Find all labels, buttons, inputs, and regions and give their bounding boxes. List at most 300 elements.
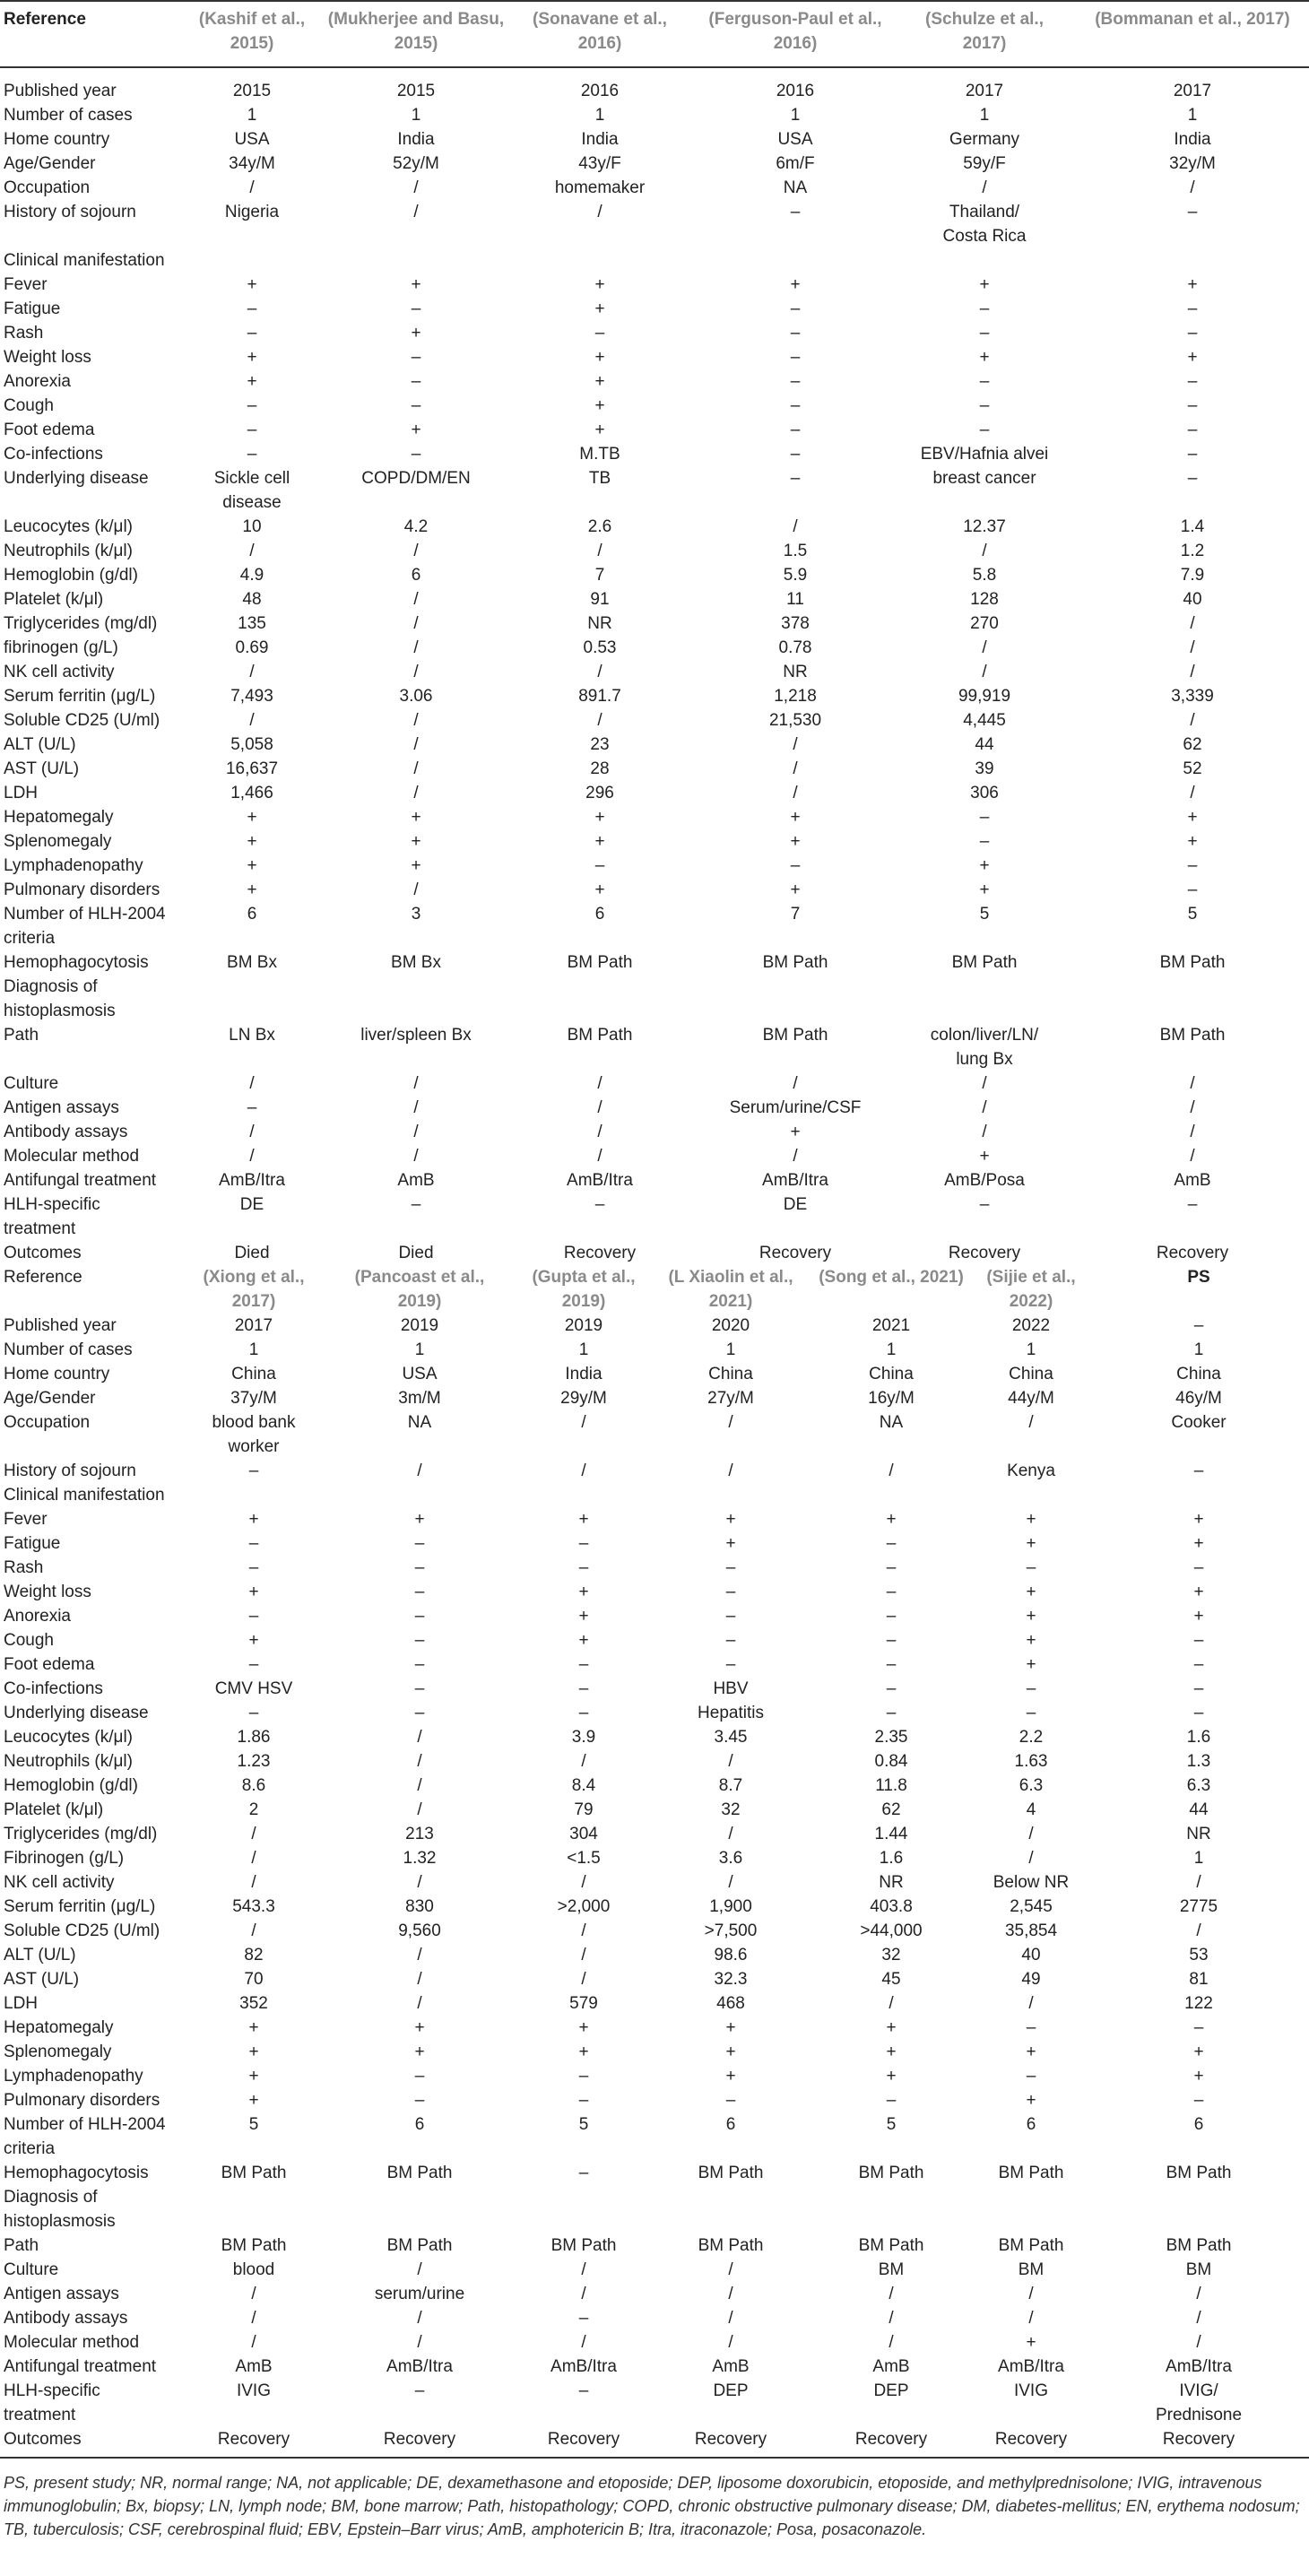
row-label: History of sojourn <box>4 1461 136 1480</box>
row-label: Splenomegaly <box>4 832 112 851</box>
table-cell: 6.3 <box>1019 1776 1044 1795</box>
table-cell: / <box>1196 2285 1201 2303</box>
table-row <box>0 829 1309 854</box>
table-cell: – <box>1193 1461 1204 1480</box>
table-cell: 5,058 <box>230 735 273 754</box>
table-cell: / <box>982 1098 987 1117</box>
table-cell: Sickle cell disease <box>213 469 290 512</box>
table-cell: / <box>1028 1413 1034 1432</box>
table-row <box>0 1144 1309 1168</box>
table-cell: homemaker <box>554 178 646 197</box>
table-cell: / <box>417 2333 422 2352</box>
table-cell: 3 <box>411 905 421 924</box>
table-cell: / <box>249 711 255 730</box>
table-cell: – <box>411 348 421 367</box>
table-cell: 5 <box>979 905 990 924</box>
table-row <box>0 1071 1309 1096</box>
study-reference-cell: (L Xiaolin et al., 2021) <box>668 1268 793 1311</box>
table-cell: / <box>581 1970 586 1989</box>
table-row <box>0 2161 1309 2185</box>
row-label: Soluble CD25 (U/ml) <box>4 1921 160 1940</box>
row-label: Path <box>4 1026 39 1045</box>
table-cell: – <box>979 396 990 415</box>
table-cell: – <box>1193 1655 1204 1674</box>
row-label: Molecular method <box>4 1147 140 1166</box>
table-cell: – <box>1187 421 1198 439</box>
table-cell: – <box>886 1704 897 1722</box>
table-cell: BM Path <box>1159 1026 1226 1045</box>
table-cell: + <box>979 1147 990 1166</box>
table-cell: / <box>728 1825 733 1843</box>
table-cell: 128 <box>970 590 999 609</box>
table-cell: China <box>869 1365 914 1383</box>
table-cell: 8.7 <box>718 1776 743 1795</box>
table-cell: BM Path <box>951 953 1018 972</box>
table-cell: USA <box>777 130 813 149</box>
table-row <box>0 2112 1309 2161</box>
table-cell: / <box>982 638 987 657</box>
table-row <box>0 1314 1309 1338</box>
table-cell: + <box>578 2018 589 2037</box>
study-reference-cell: (Kashif et al., 2015) <box>198 10 306 53</box>
table-cell: 32 <box>721 1800 741 1819</box>
table-cell: + <box>247 856 257 875</box>
table-cell: LN Bx <box>229 1026 275 1045</box>
table-cell: 2.35 <box>874 1728 908 1747</box>
table-cell: – <box>594 1195 605 1214</box>
table-row <box>0 2355 1309 2379</box>
table-cell: + <box>578 2043 589 2061</box>
row-label: Neutrophils (k/μl) <box>4 542 133 560</box>
row-label: Weight loss <box>4 348 91 367</box>
table-cell: / <box>1190 178 1195 197</box>
table-row <box>0 1798 1309 1822</box>
table-cell: NA <box>407 1413 432 1432</box>
table-cell: Recovery <box>1156 1244 1229 1262</box>
table-cell: 6.3 <box>1186 1776 1211 1795</box>
table-cell: + <box>790 275 801 294</box>
table-row <box>0 2064 1309 2088</box>
table-row <box>0 2330 1309 2355</box>
table-cell: 32 <box>881 1946 901 1965</box>
table-cell: AmB <box>872 2357 910 2376</box>
table-cell: AmB <box>1174 1171 1211 1190</box>
row-label: Lymphadenopathy <box>4 856 143 875</box>
table-cell: + <box>1026 1655 1036 1674</box>
table-cell: + <box>790 808 801 827</box>
table-cell: 6 <box>1193 2115 1204 2134</box>
table-cell: / <box>597 1098 602 1117</box>
column-header-reference: Reference <box>4 10 86 29</box>
table-cell: / <box>417 1461 422 1480</box>
row-label: Antifungal treatment <box>4 1171 157 1190</box>
table-cell: / <box>581 1921 586 1940</box>
table-cell: – <box>725 1631 736 1650</box>
row-label: Foot edema <box>4 421 95 439</box>
table-cell: 213 <box>405 1825 434 1843</box>
table-cell: AmB <box>235 2357 273 2376</box>
table-cell: BM Path <box>698 2236 764 2255</box>
table-cell: 1.86 <box>237 1728 271 1747</box>
table-cell: China <box>1009 1365 1053 1383</box>
row-label: Hepatomegaly <box>4 2018 114 2037</box>
table-cell: – <box>578 1679 589 1698</box>
table-cell: COPD/DM/EN <box>361 469 471 488</box>
table-cell: + <box>578 1510 589 1529</box>
table-cell: colon/liver/LN/ lung Bx <box>930 1026 1039 1069</box>
table-cell: – <box>247 396 257 415</box>
table-row <box>0 418 1309 442</box>
table-cell: 2019 <box>564 1316 603 1335</box>
table-cell: – <box>247 1098 257 1117</box>
row-label: Antigen assays <box>4 2285 119 2303</box>
table-cell: / <box>1190 638 1195 657</box>
table-cell: 5.8 <box>972 566 997 585</box>
table-row <box>0 321 1309 345</box>
table-row <box>0 127 1309 152</box>
table-cell: + <box>248 1583 259 1601</box>
table-cell: 10 <box>242 517 262 536</box>
table-cell: / <box>251 2309 256 2328</box>
table-cell: + <box>790 1123 801 1141</box>
table-cell: / <box>793 784 798 802</box>
table-cell: – <box>886 2091 897 2110</box>
table-cell: 3m/M <box>398 1389 441 1408</box>
table-cell: + <box>594 299 605 318</box>
table-cell: – <box>886 1558 897 1577</box>
table-cell: 1 <box>1026 1340 1036 1359</box>
table-cell: BM Path <box>567 1026 633 1045</box>
table-row <box>0 733 1309 757</box>
table-cell: NR <box>783 663 808 681</box>
table-row <box>0 103 1309 127</box>
table-cell: / <box>413 203 419 221</box>
table-cell: – <box>578 1534 589 1553</box>
table-row <box>0 2088 1309 2112</box>
table-cell: Kenya <box>1007 1461 1055 1480</box>
row-label: Path <box>4 2236 39 2255</box>
table-cell: China <box>231 1365 276 1383</box>
table-cell: / <box>249 1147 255 1166</box>
table-cell: 59y/F <box>963 154 1006 173</box>
study-reference-cell: (Mukherjee and Basu, 2015) <box>327 10 505 53</box>
table-cell: 16,637 <box>225 759 279 778</box>
row-label: Underlying disease <box>4 1704 149 1722</box>
table-cell: – <box>248 1534 259 1553</box>
table-cell: 44 <box>975 735 994 754</box>
table-cell: – <box>248 1461 259 1480</box>
table-cell: – <box>725 1558 736 1577</box>
table-cell: IVIG/ Prednisone <box>1155 2381 1243 2424</box>
table-row <box>0 1168 1309 1193</box>
table-cell: 468 <box>716 1994 745 2013</box>
table-cell: – <box>1026 2067 1036 2086</box>
table-cell: + <box>411 324 421 343</box>
table-cell: – <box>886 1607 897 1626</box>
table-cell: Recovery <box>217 2430 290 2449</box>
table-cell: serum/urine <box>374 2285 465 2303</box>
table-cell: 23 <box>590 735 610 754</box>
table-cell: / <box>413 663 419 681</box>
table-cell: + <box>790 880 801 899</box>
table-cell: + <box>594 880 605 899</box>
table-cell: / <box>1190 614 1195 633</box>
table-cell: – <box>1026 2018 1036 2037</box>
table-cell: 122 <box>1184 1994 1213 2013</box>
table-cell: / <box>1190 784 1195 802</box>
table-cell: – <box>411 396 421 415</box>
table-cell: / <box>982 178 987 197</box>
table-cell: 45 <box>881 1970 901 1989</box>
table-row <box>0 176 1309 200</box>
table-cell: AmB/Itra <box>1166 2357 1232 2376</box>
table-cell: 543.3 <box>232 1897 275 1916</box>
table-cell: + <box>979 348 990 367</box>
row-label: Culture <box>4 2260 59 2279</box>
table-cell: 1.5 <box>783 542 808 560</box>
table-cell: / <box>597 203 602 221</box>
table-cell: 2016 <box>776 82 815 100</box>
table-cell: 62 <box>1183 735 1202 754</box>
table-cell: / <box>413 542 419 560</box>
table-cell: + <box>247 808 257 827</box>
table-cell: BM Bx <box>391 953 441 972</box>
table-cell: – <box>578 1704 589 1722</box>
table-row <box>0 1943 1309 1967</box>
table-cell: – <box>1187 299 1198 318</box>
table-cell: – <box>886 1655 897 1674</box>
table-cell: Below NR <box>993 1873 1070 1892</box>
row-label: ALT (U/L) <box>4 735 76 754</box>
table-cell: – <box>578 2309 589 2328</box>
table-cell: – <box>1187 372 1198 391</box>
table-row <box>0 442 1309 466</box>
table-cell: BM Path <box>762 1026 828 1045</box>
table-cell: 1 <box>247 106 257 125</box>
table-cell: AmB <box>397 1171 435 1190</box>
table-cell: 1 <box>725 1340 736 1359</box>
row-label: Hemophagocytosis <box>4 953 149 972</box>
table-cell: BM Path <box>386 2164 453 2182</box>
table-cell: – <box>886 1631 897 1650</box>
table-cell: + <box>1193 2067 1204 2086</box>
table-cell: / <box>581 1752 586 1771</box>
row-label: Rash <box>4 1558 44 1577</box>
table-cell: 1.4 <box>1180 517 1205 536</box>
table-cell: BM Path <box>762 953 828 972</box>
table-cell: + <box>725 2067 736 2086</box>
table-cell: – <box>578 1655 589 1674</box>
row-label: Age/Gender <box>4 1389 96 1408</box>
table-cell: AmB/Itra <box>762 1171 828 1190</box>
table-cell: – <box>411 372 421 391</box>
table-row <box>0 1580 1309 1604</box>
row-label: Neutrophils (k/μl) <box>4 1752 133 1771</box>
table-cell: 3.45 <box>714 1728 748 1747</box>
table-row <box>0 1967 1309 1991</box>
row-label: Home country <box>4 1365 110 1383</box>
table-cell: India <box>565 1365 602 1383</box>
table-cell: / <box>413 178 419 197</box>
table-cell: 81 <box>1189 1970 1209 1989</box>
table-row <box>0 1338 1309 1362</box>
table-cell: 306 <box>970 784 999 802</box>
table-cell: – <box>790 421 801 439</box>
table-cell: / <box>597 1123 602 1141</box>
table-cell: + <box>248 2018 259 2037</box>
table-cell: – <box>1193 1558 1204 1577</box>
table-cell: + <box>1026 1534 1036 1553</box>
table-cell: – <box>790 469 801 488</box>
table-cell: 5 <box>578 2115 589 2134</box>
table-cell: / <box>889 1994 894 2013</box>
table-cell: – <box>790 299 801 318</box>
table-row <box>0 805 1309 829</box>
table-cell: 1 <box>979 106 990 125</box>
table-row <box>0 878 1309 902</box>
table-cell: + <box>414 2018 425 2037</box>
table-row <box>0 1531 1309 1556</box>
table-cell: / <box>728 2285 733 2303</box>
table-row <box>0 539 1309 563</box>
table-cell: – <box>578 1558 589 1577</box>
table-cell: + <box>414 1510 425 1529</box>
table-cell: / <box>982 1123 987 1141</box>
table-cell: – <box>414 1655 425 1674</box>
table-cell: / <box>413 614 419 633</box>
row-label: Molecular method <box>4 2333 140 2352</box>
table-cell: / <box>413 590 419 609</box>
row-label: LDH <box>4 1994 39 2013</box>
table-cell: 135 <box>238 614 266 633</box>
table-cell: / <box>889 2285 894 2303</box>
table-row <box>0 1701 1309 1725</box>
table-cell: / <box>1028 2285 1034 2303</box>
table-cell: India <box>581 130 619 149</box>
table-row <box>0 2306 1309 2330</box>
table-cell: – <box>578 2164 589 2182</box>
table-cell: 40 <box>1183 590 1202 609</box>
table-cell: 1 <box>1193 1340 1204 1359</box>
table-cell: Recovery <box>694 2430 767 2449</box>
table-cell: 4 <box>1026 1800 1036 1819</box>
table-cell: 6 <box>411 566 421 585</box>
table-cell: – <box>1193 1704 1204 1722</box>
table-cell: / <box>417 1946 422 1965</box>
table-cell: Serum/urine/CSF <box>729 1098 862 1117</box>
table-cell: 11.8 <box>875 1776 907 1795</box>
table-cell: 28 <box>590 759 610 778</box>
table-cell: + <box>247 832 257 851</box>
table-cell: / <box>982 1074 987 1093</box>
table-cell: – <box>414 1583 425 1601</box>
table-cell: BM Bx <box>227 953 277 972</box>
table-row <box>0 1677 1309 1701</box>
table-cell: 62 <box>881 1800 901 1819</box>
table-cell: 2017 <box>965 82 1004 100</box>
table-cell: India <box>1174 130 1211 149</box>
table-row <box>0 273 1309 297</box>
table-cell: 43y/F <box>578 154 621 173</box>
row-label: Lymphadenopathy <box>4 2067 143 2086</box>
row-label: Number of cases <box>4 106 133 125</box>
table-cell: 52 <box>1183 759 1202 778</box>
table-cell: 35,854 <box>1004 1921 1058 1940</box>
table-cell: – <box>886 1679 897 1698</box>
table-cell: + <box>1187 348 1198 367</box>
table-cell: / <box>413 880 419 899</box>
table-cell: – <box>725 2091 736 2110</box>
table-cell: + <box>411 856 421 875</box>
table-cell: BM Path <box>550 2236 617 2255</box>
table-cell: – <box>979 1195 990 1214</box>
table-row <box>0 1604 1309 1628</box>
table-cell: India <box>397 130 435 149</box>
row-label: Number of HLH-2004 criteria <box>4 905 166 948</box>
row-label: fibrinogen (g/L) <box>4 638 118 657</box>
table-cell: 1.3 <box>1186 1752 1211 1771</box>
table-cell: / <box>417 1752 422 1771</box>
table-cell: 6 <box>594 905 605 924</box>
table-cell: Recovery <box>759 1244 832 1262</box>
table-cell: + <box>979 880 990 899</box>
table-row <box>0 1193 1309 1241</box>
study-reference-cell: (Ferguson-Paul et al., 2016) <box>708 10 882 53</box>
table-cell: / <box>581 1413 586 1432</box>
table-cell: 2017 <box>1173 82 1212 100</box>
table-cell: 4.2 <box>403 517 429 536</box>
table-row <box>0 2233 1309 2258</box>
table-cell: Cooker <box>1171 1413 1227 1432</box>
table-cell: – <box>414 1631 425 1650</box>
table-cell: – <box>414 1534 425 1553</box>
table-cell: / <box>1028 1825 1034 1843</box>
table-cell: – <box>1193 2018 1204 2037</box>
table-cell: + <box>247 275 257 294</box>
table-cell: – <box>1187 203 1198 221</box>
table-cell: / <box>417 1873 422 1892</box>
table-cell: 29y/M <box>560 1389 607 1408</box>
table-cell: / <box>249 542 255 560</box>
table-row <box>0 1774 1309 1798</box>
table-cell: 16y/M <box>868 1389 915 1408</box>
row-label: Fever <box>4 1510 48 1529</box>
table-row <box>0 1919 1309 1943</box>
table-cell: NA <box>879 1413 904 1432</box>
table-cell: Recovery <box>854 2430 928 2449</box>
table-cell: Recovery <box>1162 2430 1235 2449</box>
table-cell: 34y/M <box>229 154 275 173</box>
table-cell: 7,493 <box>230 687 273 706</box>
table-cell: M.TB <box>579 445 620 464</box>
row-label: Leucocytes (k/μl) <box>4 1728 133 1747</box>
table-cell: 352 <box>239 1994 268 2013</box>
table-cell: / <box>728 1873 733 1892</box>
table-cell: 79 <box>574 1800 594 1819</box>
table-cell: / <box>251 2333 256 2352</box>
table-cell: 32y/M <box>1169 154 1216 173</box>
table-cell: – <box>725 1655 736 1674</box>
table-cell: + <box>594 808 605 827</box>
table-cell: >7,500 <box>704 1921 758 1940</box>
table-cell: 11 <box>786 590 804 609</box>
table-cell: 2020 <box>711 1316 750 1335</box>
table-cell: HBV <box>713 1679 749 1698</box>
study-reference-cell: (Schulze et al., 2017) <box>925 10 1044 53</box>
table-cell: / <box>417 1776 422 1795</box>
table-cell: Died <box>234 1244 270 1262</box>
table-cell: – <box>1193 2091 1204 2110</box>
